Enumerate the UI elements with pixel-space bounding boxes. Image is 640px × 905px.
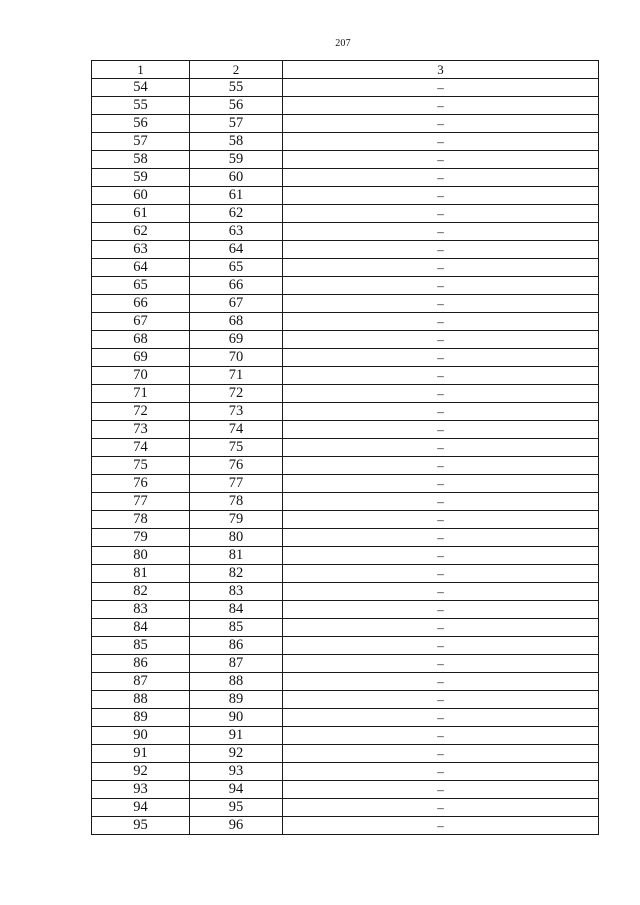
table-row [92, 169, 599, 187]
table-row [92, 115, 599, 133]
table-body [92, 61, 599, 835]
table-row [92, 601, 599, 619]
table-cell-col-2: 55 [190, 79, 283, 97]
table-cell-col-3: – [283, 511, 599, 529]
table-cell-col-1: 59 [92, 169, 190, 187]
table-row [92, 349, 599, 367]
table-cell-col-2: 63 [190, 223, 283, 241]
table-cell-col-3: – [283, 169, 599, 187]
table-cell-col-1: 82 [92, 583, 190, 601]
table-row [92, 709, 599, 727]
table-cell-col-1: 58 [92, 151, 190, 169]
table-cell-col-2: 89 [190, 691, 283, 709]
table-cell-col-1: 75 [92, 457, 190, 475]
table-cell-col-3: – [283, 763, 599, 781]
table-row [92, 583, 599, 601]
table-cell-col-2: 87 [190, 655, 283, 673]
table-cell-col-1: 93 [92, 781, 190, 799]
table-row [92, 367, 599, 385]
table-cell-col-2: 96 [190, 817, 283, 835]
table-cell-col-3: – [283, 223, 599, 241]
table-cell-col-3: – [283, 475, 599, 493]
table-cell-col-2: 92 [190, 745, 283, 763]
table-cell-col-3: – [283, 277, 599, 295]
table-row [92, 529, 599, 547]
table-row [92, 763, 599, 781]
table-cell-col-1: 63 [92, 241, 190, 259]
table-row [92, 313, 599, 331]
table-cell-col-2: 74 [190, 421, 283, 439]
table-cell-col-3: – [283, 727, 599, 745]
table-cell-col-3: – [283, 655, 599, 673]
table-cell-col-2: 75 [190, 439, 283, 457]
table-cell-col-1: 86 [92, 655, 190, 673]
table-cell-col-3: – [283, 547, 599, 565]
table-header-row [92, 61, 599, 79]
table-cell-col-1: 67 [92, 313, 190, 331]
table-cell-col-3: – [283, 115, 599, 133]
table-cell-col-1: 72 [92, 403, 190, 421]
table-cell-col-2: 61 [190, 187, 283, 205]
table-cell-col-2: 73 [190, 403, 283, 421]
table-row [92, 547, 599, 565]
table-cell-col-2: 68 [190, 313, 283, 331]
table-cell-col-1: 78 [92, 511, 190, 529]
table-row [92, 205, 599, 223]
table-cell-col-1: 87 [92, 673, 190, 691]
table-cell-col-1: 70 [92, 367, 190, 385]
table-row [92, 619, 599, 637]
table-row [92, 817, 599, 835]
table-cell-col-3: – [283, 799, 599, 817]
table-cell-col-2: 90 [190, 709, 283, 727]
table-cell-col-1: 64 [92, 259, 190, 277]
table-cell-col-3: – [283, 205, 599, 223]
table-cell-col-2: 80 [190, 529, 283, 547]
table-cell-col-2: 69 [190, 331, 283, 349]
table-cell-col-2: 85 [190, 619, 283, 637]
page-number: 207 [335, 38, 351, 49]
table-cell-col-2: 66 [190, 277, 283, 295]
table-row [92, 493, 599, 511]
table-cell-col-1: 57 [92, 133, 190, 151]
table-row [92, 799, 599, 817]
data-table [91, 60, 599, 835]
table-cell-col-3: – [283, 781, 599, 799]
table-cell-col-1: 89 [92, 709, 190, 727]
table-cell-col-2: 72 [190, 385, 283, 403]
table-cell-col-2: 94 [190, 781, 283, 799]
table-cell-col-2: 71 [190, 367, 283, 385]
table-cell-col-3: – [283, 241, 599, 259]
table-row [92, 691, 599, 709]
table-cell-col-2: 93 [190, 763, 283, 781]
table-cell-col-3: – [283, 817, 599, 835]
table-cell-col-2: 60 [190, 169, 283, 187]
table-cell-col-2: 88 [190, 673, 283, 691]
table-cell-col-3: – [283, 313, 599, 331]
table-row [92, 745, 599, 763]
table-cell-col-3: – [283, 367, 599, 385]
table-cell-col-1: 80 [92, 547, 190, 565]
table-cell-col-1: 81 [92, 565, 190, 583]
table-row [92, 241, 599, 259]
table-cell-col-3: – [283, 259, 599, 277]
table-cell-col-2: 82 [190, 565, 283, 583]
table-row [92, 295, 599, 313]
table-cell-col-2: 67 [190, 295, 283, 313]
table-cell-col-3: – [283, 565, 599, 583]
table-cell-col-2: 83 [190, 583, 283, 601]
table-cell-col-3: – [283, 529, 599, 547]
table-cell-col-1: 71 [92, 385, 190, 403]
table-cell-col-1: 56 [92, 115, 190, 133]
table-cell-col-2: 86 [190, 637, 283, 655]
table-cell-col-1: 88 [92, 691, 190, 709]
table-row [92, 223, 599, 241]
table-cell-col-2: 84 [190, 601, 283, 619]
table-row [92, 457, 599, 475]
table-cell-col-1: 68 [92, 331, 190, 349]
table-cell-col-2: 91 [190, 727, 283, 745]
table-cell-col-1: 77 [92, 493, 190, 511]
table-row [92, 421, 599, 439]
table-row [92, 79, 599, 97]
table-cell-col-1: 76 [92, 475, 190, 493]
table-row [92, 475, 599, 493]
table-cell-col-1: 54 [92, 79, 190, 97]
table-row [92, 511, 599, 529]
table-cell-col-3: – [283, 385, 599, 403]
table-row [92, 259, 599, 277]
table-row [92, 673, 599, 691]
table-row [92, 439, 599, 457]
table-cell-col-3: – [283, 133, 599, 151]
table-cell-col-1: 65 [92, 277, 190, 295]
table-cell-col-2: 57 [190, 115, 283, 133]
table-cell-col-1: 92 [92, 763, 190, 781]
table-cell-col-1: 74 [92, 439, 190, 457]
table-cell-col-1: 79 [92, 529, 190, 547]
table-cell-col-3: – [283, 691, 599, 709]
table-cell-col-1: 73 [92, 421, 190, 439]
table-cell-col-1: 66 [92, 295, 190, 313]
table-cell-col-1: 85 [92, 637, 190, 655]
table-cell-col-3: – [283, 349, 599, 367]
table-cell-col-3: – [283, 295, 599, 313]
table-cell-col-3: – [283, 421, 599, 439]
column-header-2: 2 [190, 61, 283, 79]
table-cell-col-2: 64 [190, 241, 283, 259]
table-row [92, 331, 599, 349]
table-cell-col-2: 65 [190, 259, 283, 277]
table-cell-col-2: 78 [190, 493, 283, 511]
table-row [92, 187, 599, 205]
table-row [92, 637, 599, 655]
table-cell-col-1: 61 [92, 205, 190, 223]
table-cell-col-3: – [283, 637, 599, 655]
table-cell-col-3: – [283, 403, 599, 421]
table-row [92, 277, 599, 295]
table-cell-col-3: – [283, 673, 599, 691]
table-cell-col-3: – [283, 709, 599, 727]
table-cell-col-3: – [283, 601, 599, 619]
table-cell-col-2: 76 [190, 457, 283, 475]
table-row [92, 151, 599, 169]
table-cell-col-1: 95 [92, 817, 190, 835]
table-cell-col-1: 84 [92, 619, 190, 637]
table-cell-col-3: – [283, 151, 599, 169]
table-row [92, 97, 599, 115]
table-cell-col-3: – [283, 331, 599, 349]
table-cell-col-2: 58 [190, 133, 283, 151]
table-cell-col-1: 94 [92, 799, 190, 817]
table-cell-col-3: – [283, 439, 599, 457]
table-cell-col-3: – [283, 97, 599, 115]
table-cell-col-3: – [283, 457, 599, 475]
table-cell-col-3: – [283, 79, 599, 97]
table-row [92, 385, 599, 403]
table-cell-col-3: – [283, 619, 599, 637]
table-cell-col-3: – [283, 583, 599, 601]
column-header-3: 3 [283, 61, 599, 79]
table-cell-col-1: 55 [92, 97, 190, 115]
table-cell-col-1: 62 [92, 223, 190, 241]
table-cell-col-2: 62 [190, 205, 283, 223]
table-cell-col-1: 91 [92, 745, 190, 763]
table-cell-col-2: 56 [190, 97, 283, 115]
table-cell-col-3: – [283, 187, 599, 205]
table-cell-col-3: – [283, 493, 599, 511]
column-header-1: 1 [92, 61, 190, 79]
table-cell-col-3: – [283, 745, 599, 763]
table-row [92, 565, 599, 583]
table-row [92, 403, 599, 421]
table-row [92, 655, 599, 673]
table-cell-col-2: 95 [190, 799, 283, 817]
table-row [92, 781, 599, 799]
table-cell-col-2: 81 [190, 547, 283, 565]
table-cell-col-1: 83 [92, 601, 190, 619]
table-cell-col-2: 77 [190, 475, 283, 493]
table-cell-col-2: 59 [190, 151, 283, 169]
table-row [92, 727, 599, 745]
table-cell-col-2: 79 [190, 511, 283, 529]
table-row [92, 133, 599, 151]
table-cell-col-1: 60 [92, 187, 190, 205]
table-cell-col-1: 69 [92, 349, 190, 367]
table-cell-col-2: 70 [190, 349, 283, 367]
table-cell-col-1: 90 [92, 727, 190, 745]
